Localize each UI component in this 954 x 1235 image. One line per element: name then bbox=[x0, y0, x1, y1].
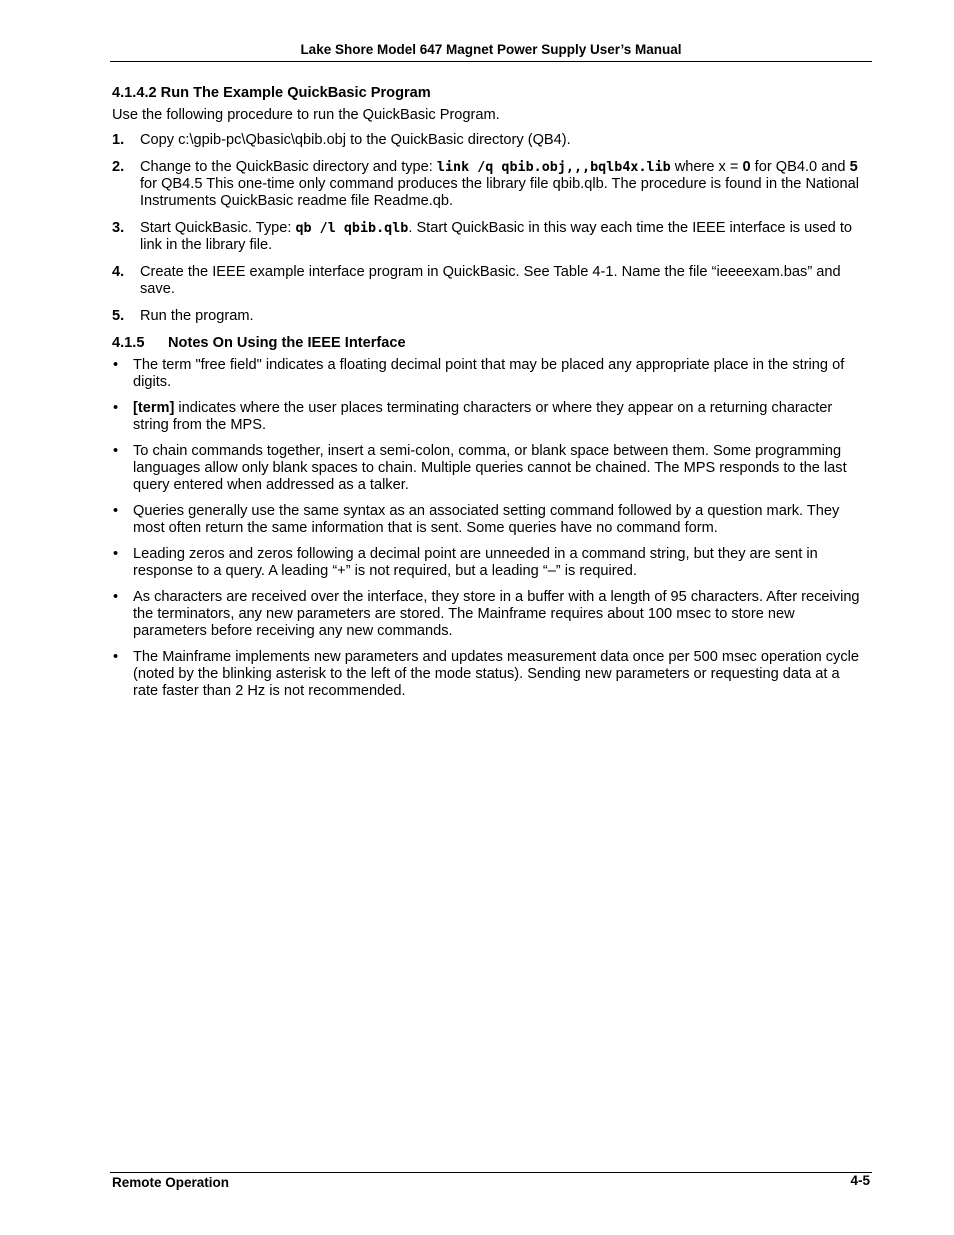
note-text: The Mainframe implements new parameters and updates measurement data once per 500 msec operation cycle (noted by the blinking asterisk to the left of the mode status). Sending new parameters or requesting data at a rate faster than 2 Hz is not recommended. bbox=[133, 649, 860, 699]
section-number: 4.1.5 bbox=[112, 335, 145, 351]
step-number: 4. bbox=[112, 264, 125, 280]
list-item bbox=[112, 589, 868, 640]
step-number: 3. bbox=[112, 220, 125, 236]
header-rule bbox=[110, 61, 872, 62]
section-heading-4-1-5 bbox=[112, 335, 868, 352]
page-content bbox=[112, 85, 868, 709]
note-text: To chain commands together, insert a semi-colon, comma, or blank space between them. Some programming languages allow only blank spaces to chain. Multiple queries cannot be chained. The MPS responds to the last query entered when addressed as a talker. bbox=[133, 443, 847, 493]
section-title: Notes On Using the IEEE Interface bbox=[168, 335, 406, 351]
bullet-icon: • bbox=[113, 503, 119, 519]
command-code: qb /l qbib.qlb bbox=[295, 221, 409, 236]
footer-rule bbox=[110, 1172, 872, 1173]
step-text: where x = bbox=[670, 159, 743, 175]
note-text: Queries generally use the same syntax as an associated setting command followed by a question mark. They most often return the same information that is sent. Some queries have no command form. bbox=[133, 503, 840, 536]
notes-list bbox=[112, 357, 868, 700]
note-text: Leading zeros and zeros following a decimal point are unneeded in a command string, but they are sent in response to a query. A leading “+” is not required, but a leading “–” is required. bbox=[133, 546, 818, 579]
step-number: 5. bbox=[112, 308, 125, 324]
footer-section-name: Remote Operation bbox=[112, 1175, 230, 1190]
bullet-icon: • bbox=[113, 649, 119, 665]
bullet-icon: • bbox=[113, 546, 119, 562]
step-number: 2. bbox=[112, 159, 125, 175]
section-heading-4-1-4-2: 4.1.4.2 Run The Example QuickBasic Program bbox=[112, 85, 431, 101]
note-text: As characters are received over the interface, they store in a buffer with a length of 95 characters. After receiving the terminators, any new parameters are stored. The Mainframe requires about 100 msec to store new parameters before receiving any new commands. bbox=[133, 589, 860, 639]
step-item bbox=[112, 308, 868, 325]
step-item bbox=[112, 132, 868, 149]
bold-value: 5 bbox=[849, 159, 858, 175]
bullet-icon: • bbox=[113, 357, 119, 373]
bullet-icon: • bbox=[113, 400, 119, 416]
step-item bbox=[112, 220, 868, 254]
bold-value: 0 bbox=[742, 159, 751, 175]
term-keyword: [term] bbox=[133, 400, 175, 416]
command-code: link /q qbib.obj,,,bqlb4x.lib bbox=[436, 160, 671, 175]
step-item bbox=[112, 264, 868, 298]
step-number: 1. bbox=[112, 132, 125, 148]
intro-paragraph: Use the following procedure to run the QuickBasic Program. bbox=[112, 107, 500, 123]
list-item bbox=[112, 400, 868, 434]
list-item bbox=[112, 503, 868, 537]
page-number: 4-5 bbox=[850, 1173, 870, 1188]
bullet-icon: • bbox=[113, 443, 119, 459]
step-text: for QB4.0 and bbox=[750, 159, 850, 175]
step-text: Run the program. bbox=[140, 308, 254, 324]
bullet-icon: • bbox=[113, 589, 119, 605]
note-text: The term "free field" indicates a floating decimal point that may be placed any appropriate place in the string of digits. bbox=[133, 357, 845, 390]
step-item bbox=[112, 159, 868, 210]
step-text: for QB4.5 This one-time only command produces the library file qbib.qlb. The procedure is found in the National Instruments QuickBasic readme file Readme.qb. bbox=[140, 176, 859, 209]
step-text: Start QuickBasic. Type: bbox=[140, 220, 296, 236]
list-item bbox=[112, 649, 868, 700]
procedure-steps bbox=[112, 132, 868, 325]
step-text: Change to the QuickBasic directory and type: bbox=[140, 159, 437, 175]
note-text: indicates where the user places terminating characters or where they appear on a returning character string from the MPS. bbox=[133, 400, 833, 433]
list-item bbox=[112, 357, 868, 391]
running-header: Lake Shore Model 647 Magnet Power Supply User’s Manual bbox=[300, 42, 682, 57]
step-text: Create the IEEE example interface program in QuickBasic. See Table 4-1. Name the file “ieeeexam.bas” and save. bbox=[140, 264, 841, 297]
list-item bbox=[112, 546, 868, 580]
list-item bbox=[112, 443, 868, 494]
step-text: Copy c:\gpib-pc\Qbasic\qbib.obj to the QuickBasic directory (QB4). bbox=[140, 132, 571, 148]
step-text: . Start QuickBasic in this way each time the IEEE interface is used to link in the library file. bbox=[140, 220, 853, 253]
